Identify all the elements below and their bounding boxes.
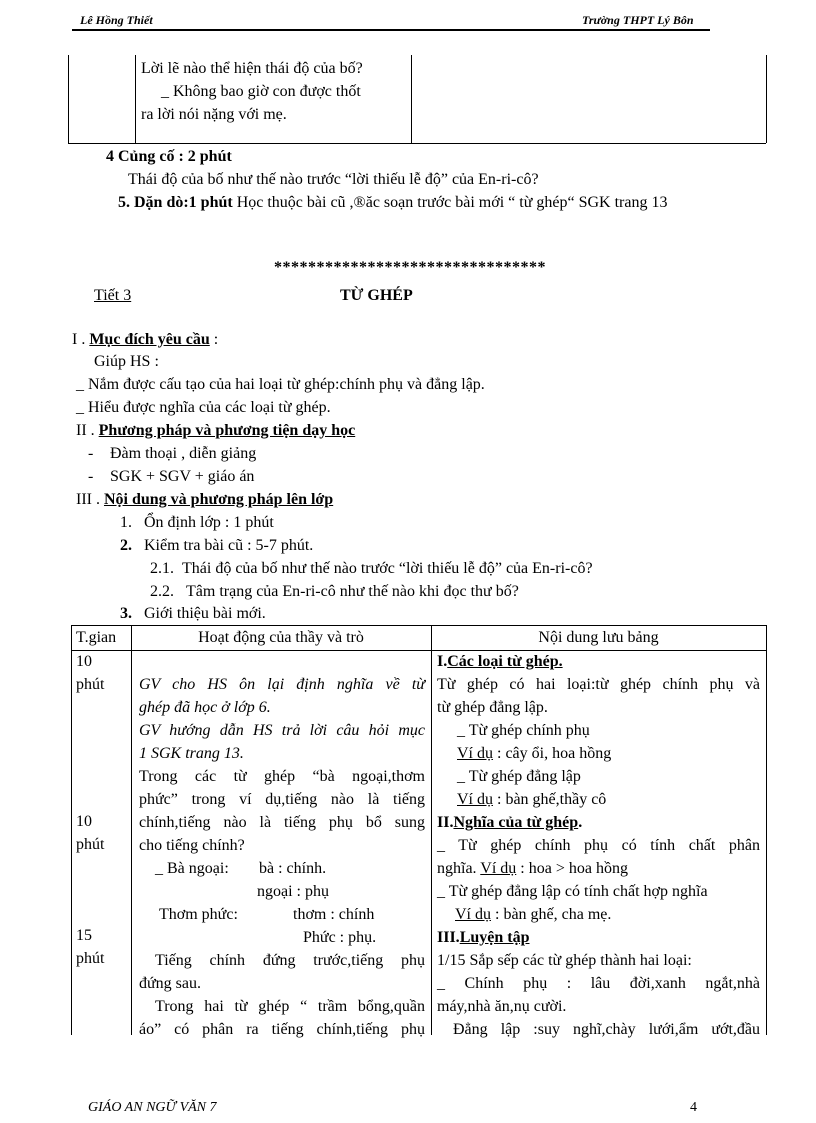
- activity-line: GV cho HS ôn lại định nghĩa về từ: [139, 676, 425, 693]
- top-line-2: _ Không bao giờ con được thốt: [161, 83, 361, 100]
- section2-heading: Phương pháp và phương tiện dạy học: [98, 422, 356, 439]
- content-line: nghĩa. Ví dụ : hoa > hoa hồng: [437, 860, 628, 877]
- content-line: máy,nhà ăn,nụ cười.: [437, 998, 567, 1015]
- section3-heading: Nội dung và phương pháp lên lớp: [103, 491, 334, 508]
- activity-line: Trong các từ ghép “bà ngoại,thơm: [139, 768, 425, 785]
- section1-item-2: _ Hiểu được nghĩa của các loại từ ghép.: [76, 399, 331, 416]
- activity-line: áo” có phân ra tiếng chính,tiếng phụ: [139, 1021, 425, 1038]
- header-rule: [72, 29, 710, 31]
- section1-heading: Mục đích yêu cầu: [89, 331, 210, 348]
- time-1-unit: phút: [76, 676, 105, 693]
- activity-line: Thơm phức: thơm : chính: [159, 906, 375, 923]
- section1-colon: :: [213, 331, 219, 348]
- step-2-2: 2.2. Tâm trạng của En-ri-cô như thế nào khi đọc thư bố?: [150, 583, 519, 600]
- activity-line: Trong hai từ ghép “ trầm bổng,quần: [155, 998, 425, 1015]
- content-line: _ Chính phụ : lâu đời,xanh ngắt,nhà: [437, 975, 760, 992]
- top-line-1: Lời lẽ nào thể hiện thái độ của bố?: [141, 60, 363, 77]
- content-line: Từ ghép có hai loại:từ ghép chính phụ và: [437, 676, 760, 693]
- section1-intro: Giúp HS :: [94, 353, 159, 370]
- time-3-num: 15: [76, 927, 92, 944]
- table-header-time: T.gian: [76, 629, 117, 646]
- content-line: Đẳng lập :suy nghĩ,chày lưới,ẩm ướt,đầu: [453, 1021, 760, 1038]
- content-line: Ví dụ : cây ổi, hoa hồng: [457, 745, 612, 762]
- content-line: _ Từ ghép đẳng lập có tính chất hợp nghĩa: [437, 883, 708, 900]
- activity-line: 1 SGK trang 13.: [139, 745, 244, 762]
- content-line: 1/15 Sắp sếp các từ ghép thành hai loại:: [437, 952, 692, 969]
- step-2: 2. Kiểm tra bài cũ : 5-7 phút.: [120, 537, 314, 554]
- activity-line: ghép đã học ở lớp 6.: [139, 699, 271, 716]
- activity-line: Phức : phụ.: [303, 929, 377, 946]
- step-1: 1. Ổn định lớp : 1 phút: [120, 514, 274, 531]
- section2-item-2: - SGK + SGV + giáo án: [88, 468, 255, 485]
- content-heading-3: III.Luyện tập: [437, 929, 530, 946]
- section2-title: [76, 422, 355, 440]
- top-table-cell: [141, 57, 407, 126]
- content-cell: [437, 650, 760, 1041]
- content-heading-1: I.Các loại từ ghép.: [437, 653, 563, 670]
- content-line: _ Từ ghép chính phụ: [457, 722, 590, 739]
- content-line: _ Từ ghép chính phụ có tính chất phân: [437, 837, 760, 854]
- homework-line: [118, 194, 667, 212]
- activity-line: cho tiếng chính?: [139, 837, 245, 854]
- lesson-title: TỪ GHÉP: [340, 287, 413, 304]
- table-header-content: Nội dung lưu bảng: [538, 629, 659, 646]
- content-line: Ví dụ : bàn ghế, cha mẹ.: [455, 906, 612, 923]
- top-line-3: ra lời nói nặng với mẹ.: [141, 106, 287, 123]
- section1-item-1: _ Nắm được cấu tạo của hai loại từ ghép:chính phụ và đẳng lập.: [76, 376, 485, 393]
- step-3: 3. Giới thiệu bài mới.: [120, 605, 266, 622]
- activity-line: phức” trong ví dụ,tiếng nào là tiếng: [139, 791, 425, 808]
- time-3-unit: phút: [76, 950, 105, 967]
- section1-roman: I .: [72, 331, 86, 348]
- step-2-1: 2.1. Thái độ của bố như thế nào trước “lời thiếu lễ độ” của En-ri-cô?: [150, 560, 593, 577]
- activity-cell: [139, 673, 425, 1041]
- header-author: Lê Hồng Thiết: [80, 13, 153, 27]
- activity-line: _ Bà ngoại: bà : chính.: [155, 860, 327, 877]
- time-2-unit: phút: [76, 836, 105, 853]
- separator: ********************************: [274, 259, 546, 276]
- page-number: 4: [690, 1100, 697, 1115]
- footer-title: GIÁO AN NGỮ VĂN 7: [88, 1100, 217, 1115]
- activity-line: chính,tiếng nào là tiếng phụ bổ sung: [139, 814, 425, 831]
- activity-line: GV hướng dẫn HS trả lời câu hỏi mục: [139, 722, 425, 739]
- homework-text: Học thuộc bài cũ ,®ăc soạn trước bài mới “ từ ghép“ SGK trang 13: [236, 194, 668, 211]
- section1-title: [72, 331, 218, 349]
- content-heading-2: II.Nghĩa của từ ghép.: [437, 814, 583, 831]
- header-school: Trường THPT Lý Bôn: [582, 13, 694, 27]
- lesson-period: Tiết 3: [94, 287, 132, 304]
- activity-line: Tiếng chính đứng trước,tiếng phụ: [155, 952, 425, 969]
- time-1-num: 10: [76, 653, 92, 670]
- section2-item-1: - Đàm thoại , diễn giảng: [88, 445, 257, 462]
- consolidate-text: Thái độ của bố như thế nào trước “lời thiếu lễ độ” của En-ri-cô?: [128, 171, 539, 188]
- activity-line: đứng sau.: [139, 975, 201, 992]
- content-line: _ Từ ghép đẳng lập: [457, 768, 581, 785]
- table-header-activity: Hoạt động của thầy và trò: [198, 629, 364, 646]
- section2-roman: II .: [76, 422, 95, 439]
- time-2-num: 10: [76, 813, 92, 830]
- section3-title: [76, 491, 333, 509]
- content-line: Ví dụ : bàn ghế,thầy cô: [457, 791, 607, 808]
- content-line: từ ghép đẳng lập.: [437, 699, 548, 716]
- activity-line: ngoại : phụ: [257, 883, 329, 900]
- section3-roman: III .: [76, 491, 100, 508]
- consolidate-heading: 4 Củng cố : 2 phút: [106, 148, 232, 165]
- homework-heading: 5. Dặn dò:1 phút: [118, 194, 233, 211]
